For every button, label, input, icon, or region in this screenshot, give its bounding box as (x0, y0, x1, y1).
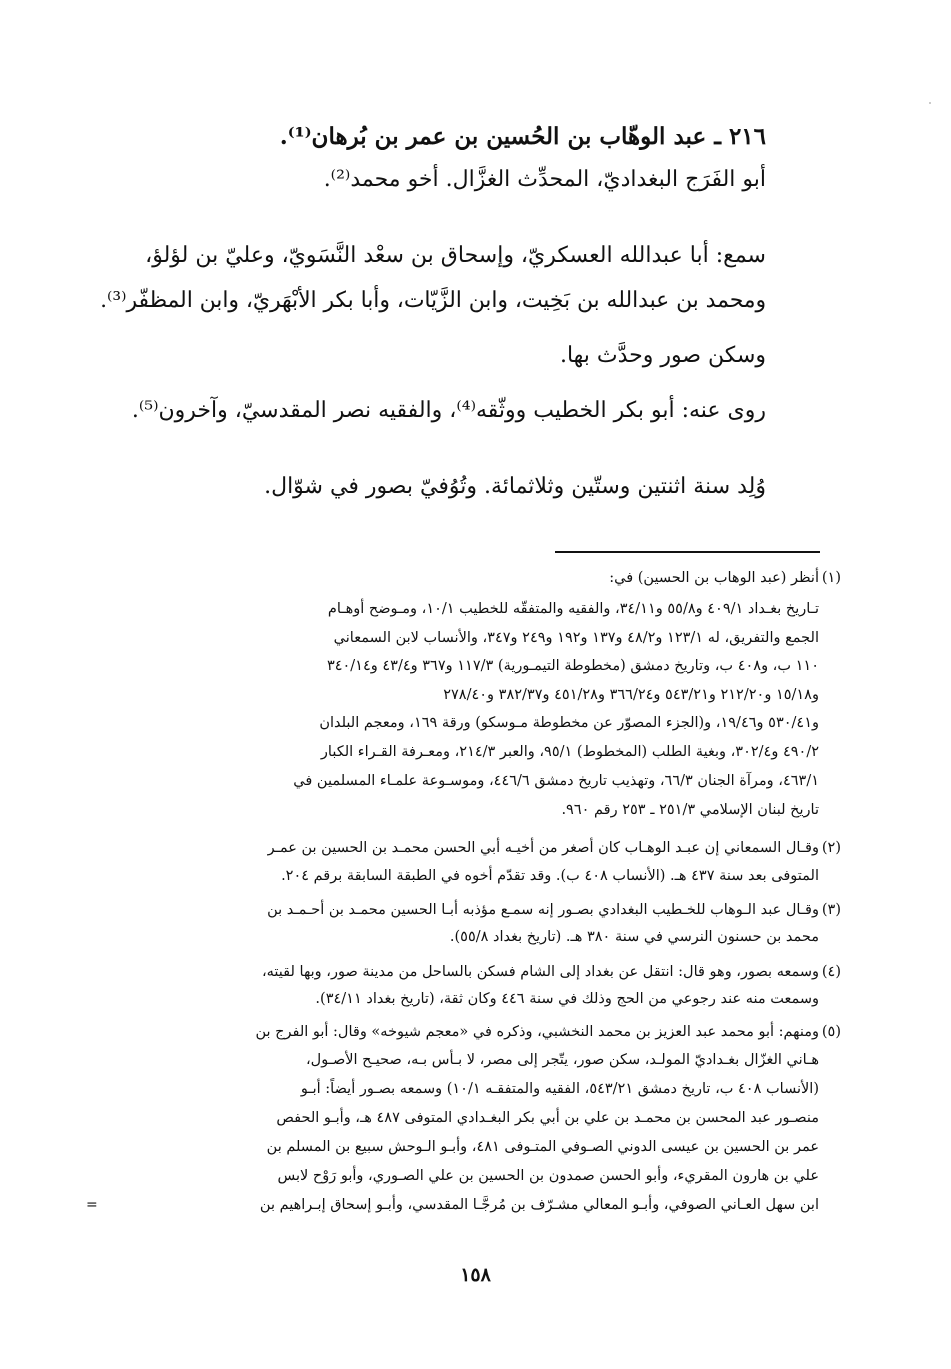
footnote-number: (١) (821, 570, 841, 586)
footnote-line: ومنهم: أبو محمد عبد العزيز بن محمد النخشبي، وذكره في «معجم شيوخه» وقال: أبو الفرج بن (255, 1024, 819, 1040)
footnote-line: هـاني الغزّال بغـداديّ المولـد، سكن صور، يتّجر إلى مصر، لا بـأس بـه، صحيـح الأصـول، (306, 1052, 819, 1068)
footnote-separator (555, 551, 820, 553)
footnote-line: منصـور عبد المحسن بن محمـد بن علي بن أبي بكر البغـدادي المتوفى ٤٨٧ هـ، وأبـو الحفص (276, 1110, 819, 1126)
continuation-mark: = (86, 1197, 98, 1213)
scan-speck-icon (927, 100, 933, 106)
footnote-line: ٤٦٣/١، ومرآة الجنان ٦٦/٣، وتهذيب تاريخ دمشق ٤٤٦/٦، وموسـوعة علمـاء المسلمين في (293, 773, 819, 789)
footnote-line: أنظر (عبد الوهاب بن الحسين) في: (609, 570, 819, 586)
entry-paragraph: سمع: أبا عبدالله العسكريّ، وإسحاق بن سعْد النَّسَويّ، وعليّ بن لؤلؤ، (145, 243, 766, 268)
footnote-number: (٥) (821, 1024, 841, 1040)
footnote-line: تاريخ لبنان الإسلامي ٢٥١/٣ ـ ٢٥٣ رقم ٩٦٠. (561, 802, 819, 818)
entry-title: ٢١٦ ـ عبد الوهّاب بن الحُسين بن عمر بن بُرهان⁽¹⁾. (279, 123, 766, 150)
footnote-line: وقـال السمعاني إن عبـد الوهـاب كان أصغر من أخيـه أبي الحسن محمـد بن الحسين بن عمـر (267, 840, 819, 856)
footnote-line: و٥٣٠/٤١ و١٩/٤٦، و(الجزء المصوّر عن مخطوطة مـوسكو) ورقة ١٦٩، ومعجم البلدان (319, 715, 819, 731)
page-number: ١٥٨ (460, 1264, 491, 1286)
footnote-number: (٢) (821, 840, 841, 856)
footnote-line: ٤٩٠/٢ و٣٠٢/٤، وبغية الطلب (المخطوط) ٩٥/١، والعبر ٢١٤/٣، ومعـرفة القـراء الكبار (320, 744, 819, 760)
footnote-line: (الأنساب ٤٠٨ ب، تاريخ دمشق ٥٤٣/٢١، الفقيه والمتفقـه ١٠/١) وسمعه بصـور أيضاً: أبـو (300, 1081, 819, 1097)
footnote-line: وسمعه بصور، وهو قال: انتقل عن بغداد إلى الشام فسكن بالساحل من مدينة صور، وبها لقيته، (261, 964, 819, 980)
entry-paragraph: وُلِد سنة اثنتين وستّين وثلاثمائة. وتُوُفيّ بصور في شوّال. (264, 474, 766, 499)
footnote-number: (٣) (821, 902, 841, 918)
entry-subtitle: أبو الفَرَج البغداديّ، المحدِّث الغزَّال. أخو محمد⁽²⁾. (323, 167, 766, 192)
footnote-line: ١١٠ ب، و٤٠٨ ب، وتاريخ دمشق (مخطوطة التيمـورية) ١١٧/٣ و٣٦٧ و٤٣/٤ و٣٤٠/١٤ (326, 658, 819, 674)
entry-paragraph: ومحمد بن عبدالله بن بَخِيت، وابن الزَّيّات، وأبا بكر الأبْهَريّ، وابن المظفّر⁽³⁾. (100, 288, 766, 313)
entry-paragraph: وسكن صور وحدَّث بها. (559, 343, 766, 368)
footnote-line: علي بن هارون المقريء، وأبو الحسن صمدون بن الحسين بن علي الصـوري، وأبو رَوْح لابس (277, 1168, 819, 1184)
footnote-line: المتوفى بعد سنة ٤٣٧ هـ. (الأنساب ٤٠٨ ب). وقد تقدّم أخوه في الطبقة السابقة برقم ٢٠٤. (281, 868, 819, 884)
footnote-line: عمر بن الحسين بن عيسى الدوني الصـوفي المتـوفى ٤٨١، وأبـو الـوحش سبيع بن المسلم بن (266, 1139, 819, 1155)
footnote-number: (٤) (821, 964, 841, 980)
footnote-line: محمد بن حسنون النرسي في سنة ٣٨٠ هـ. (تاريخ بغداد ٥٥/٨). (449, 929, 819, 945)
footnote-line: الجمع والتفريق، له ١٢٣/١ و٤٨/٢ و١٣٧ و١٩٢ و٢٤٩ و٣٤٧، والأنساب لابن السمعاني (333, 630, 819, 646)
footnote-line: تـاريخ بغـداد ٤٠٩/١ و٥٥/٨ و٣٤/١١، والفقيه والمتفقّه للخطيب ١٠/١، ومـوضح أوهـام (327, 601, 819, 617)
entry-paragraph: روى عنه: أبو بكر الخطيب ووثّقه⁽⁴⁾، والفقيه نصر المقدسيّ، وآخرون⁽⁵⁾. (131, 398, 766, 423)
footnote-line: و١٥/١٨ و٢١٢/٢٠ و٥٤٣/٢١ و٣٦٦/٢٤ و٤٥١/٢٨ و٣٨٢/٣٧ و٢٧٨/٤٠ (443, 687, 819, 703)
footnote-line: وقـال عبد الـوهاب للخـطيب البغدادي بصـور إنه سمـع مؤذبه أبـا الحسين محمـد بن أحـمـد بن (267, 902, 819, 918)
footnote-line: ابن سهل العـاني الصوفي، وأبـو المعالي مشـرّف بن مُرجَّـا المقدسي، وأبـو إسحاق إبـراهيم بن (259, 1197, 819, 1213)
footnote-line: وسمعت منه عند رجوعي من الحج وذلك في سنة ٤٤٦ وكان ثقة، (تاريخ بغداد ٣٤/١١). (315, 991, 819, 1007)
